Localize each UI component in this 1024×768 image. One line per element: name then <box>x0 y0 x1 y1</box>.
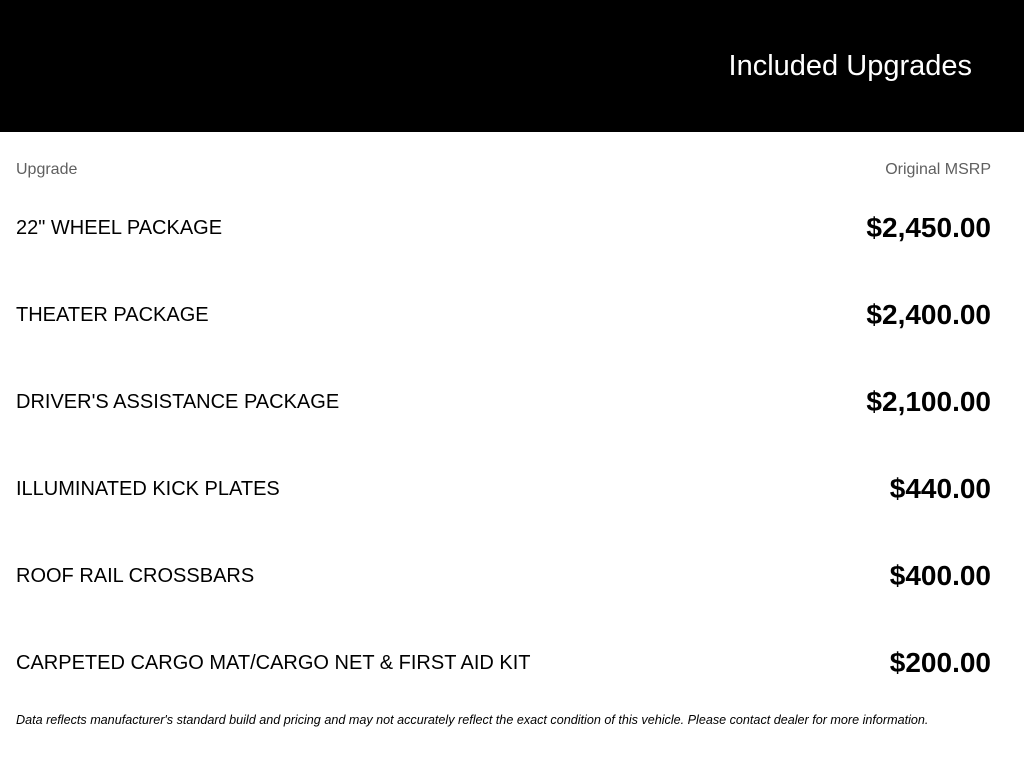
list-item <box>0 208 1024 248</box>
upgrade-price: $200.00 <box>889 647 991 678</box>
upgrade-name: CARPETED CARGO MAT/CARGO NET & FIRST AID KIT <box>16 652 531 674</box>
list-item <box>0 382 1024 422</box>
page-title: Included Upgrades <box>728 50 972 82</box>
upgrade-name: ROOF RAIL CROSSBARS <box>16 565 255 587</box>
upgrade-price: $2,400.00 <box>866 299 991 330</box>
disclaimer-text: Data reflects manufacturer's standard build and pricing and may not accurately reflect the exact condition of this vehicle. Please contact dealer for more information. <box>16 713 929 727</box>
upgrade-name: DRIVER'S ASSISTANCE PACKAGE <box>16 391 340 413</box>
upgrade-name: 22" WHEEL PACKAGE <box>16 217 223 239</box>
list-item <box>0 643 1024 683</box>
column-header-upgrade: Upgrade <box>16 161 78 178</box>
upgrade-name: ILLUMINATED KICK PLATES <box>16 478 280 500</box>
column-header-msrp: Original MSRP <box>885 161 991 178</box>
upgrade-price: $2,450.00 <box>866 212 991 243</box>
header-bar <box>0 0 1024 132</box>
upgrade-price: $400.00 <box>889 560 991 591</box>
upgrade-name: THEATER PACKAGE <box>16 304 209 326</box>
upgrade-price: $2,100.00 <box>866 386 991 417</box>
list-item <box>0 295 1024 335</box>
upgrade-price: $440.00 <box>889 473 991 504</box>
list-item <box>0 556 1024 596</box>
list-item <box>0 469 1024 509</box>
